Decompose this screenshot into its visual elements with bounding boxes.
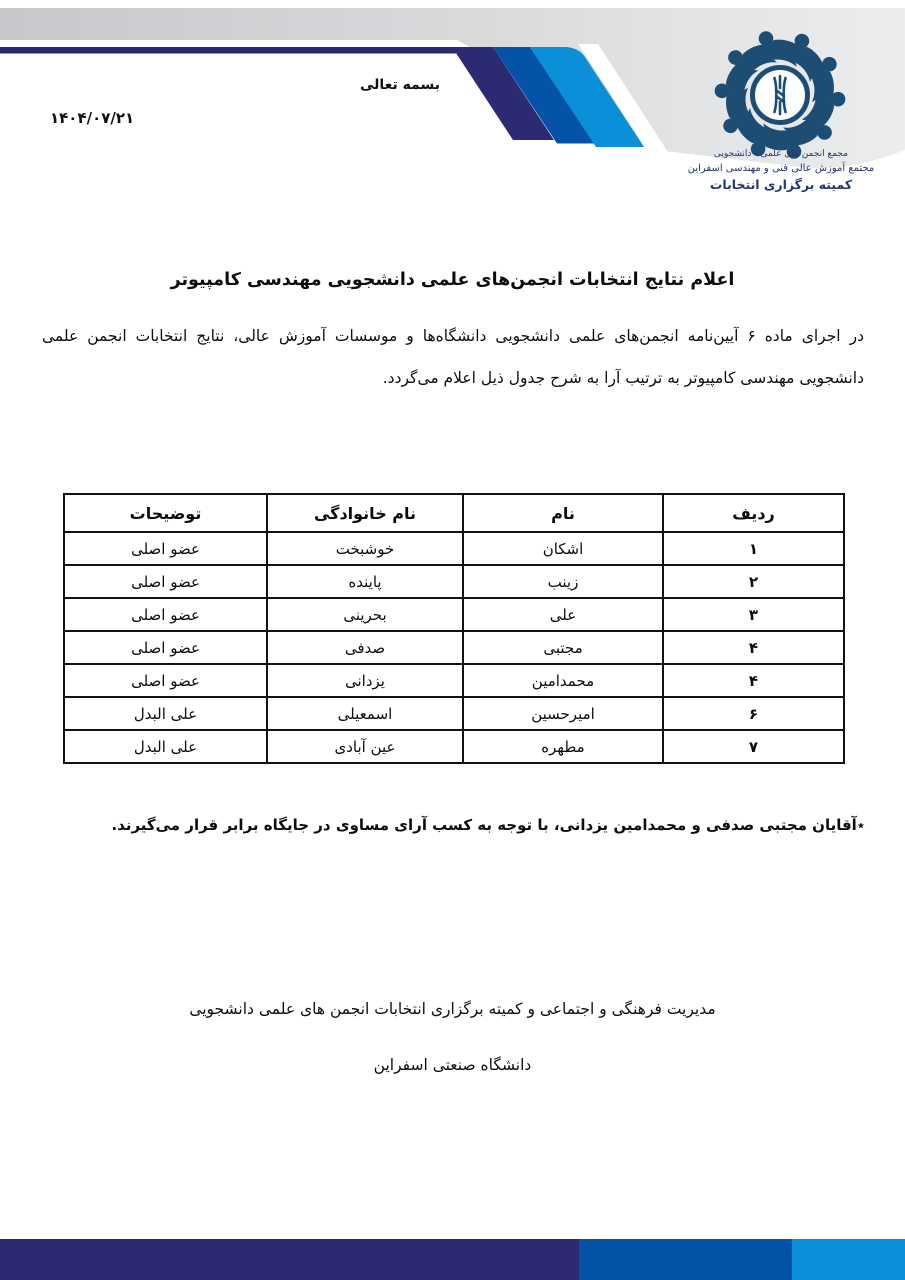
column-header: نام [463, 494, 663, 532]
last-name-cell: بحرینی [267, 598, 463, 631]
row-number-cell: ۴ [663, 664, 844, 697]
table-row [64, 664, 844, 697]
first-name-cell: محمدامین [463, 664, 663, 697]
column-header: ردیف [663, 494, 844, 532]
document-title: اعلام نتایج انتخابات انجمن‌های علمی دانشجویی مهندسی کامپیوتر [170, 270, 735, 290]
document-date: ۱۴۰۴/۰۷/۲۱ [50, 109, 135, 127]
last-name-cell: یزدانی [267, 664, 463, 697]
table-row [64, 631, 844, 664]
column-header: نام خانوادگی [267, 494, 463, 532]
row-number-cell: ۶ [663, 697, 844, 730]
last-name-cell: خوشبخت [267, 532, 463, 565]
row-number-cell: ۴ [663, 631, 844, 664]
logo-caption [635, 150, 905, 192]
navy-header-line [0, 47, 456, 54]
first-name-cell: زینب [463, 565, 663, 598]
last-name-cell: صدفی [267, 631, 463, 664]
first-name-cell: مجتبی [463, 631, 663, 664]
logo-caption-line2: مجتمع آموزش عالی فنی و مهندسی اسفراین [687, 163, 875, 174]
table-row [64, 565, 844, 598]
first-name-cell: اشکان [463, 532, 663, 565]
logo-caption-line1: مجمع انجمن های علمی - دانشجویی [713, 149, 849, 159]
note-cell: عضو اصلی [64, 631, 267, 664]
last-name-cell: پاینده [267, 565, 463, 598]
note-cell: عضو اصلی [64, 565, 267, 598]
note-cell: علی البدل [64, 697, 267, 730]
note-cell: علی البدل [64, 730, 267, 763]
footer-band-medium-blue [579, 1239, 792, 1280]
first-name-cell: علی [463, 598, 663, 631]
note-cell: عضو اصلی [64, 598, 267, 631]
besmeleh-text: بسمه تعالی [359, 77, 441, 93]
row-number-cell: ۳ [663, 598, 844, 631]
row-number-cell: ۷ [663, 730, 844, 763]
tie-footnote: ٭آقایان مجتبی صدفی و محمدامین یزدانی، با توجه به کسب آرای مساوی در جایگاه برابر قرار می‌گیرند. [111, 816, 865, 834]
table-row [64, 697, 844, 730]
column-header: توضیحات [64, 494, 267, 532]
signature-line1: مدیریت فرهنگی و اجتماعی و کمیته برگزاری انتخابات انجمن های علمی دانشجویی [189, 1000, 716, 1018]
table-row [64, 598, 844, 631]
note-cell: عضو اصلی [64, 664, 267, 697]
table-header-row [64, 494, 844, 532]
results-table [63, 493, 845, 764]
footer-band-navy [0, 1239, 579, 1280]
footer-band [0, 1239, 905, 1280]
last-name-cell: اسمعیلی [267, 697, 463, 730]
table-row [64, 532, 844, 565]
row-number-cell: ۱ [663, 532, 844, 565]
logo-caption-line3: کمیته برگزاری انتخابات [709, 177, 853, 192]
footer-band-bright-blue [792, 1239, 905, 1280]
table-body [64, 532, 844, 763]
first-name-cell: امیرحسین [463, 697, 663, 730]
signature-line2: دانشگاه صنعتی اسفراین [373, 1056, 532, 1074]
table-row [64, 730, 844, 763]
document-body-paragraph: در اجرای ماده ۶ آیین‌نامه انجمن‌های علمی دانشجویی دانشگاه‌ها و موسسات آموزش عالی، نتایج انتخابات انجمن علمی دانشجویی مهندسی کامپیوتر به ترتیب آرا به شرح جدول ذیل اعلام می‌گردد. [42, 327, 864, 387]
note-cell: عضو اصلی [64, 532, 267, 565]
last-name-cell: عین آبادی [267, 730, 463, 763]
first-name-cell: مطهره [463, 730, 663, 763]
row-number-cell: ۲ [663, 565, 844, 598]
